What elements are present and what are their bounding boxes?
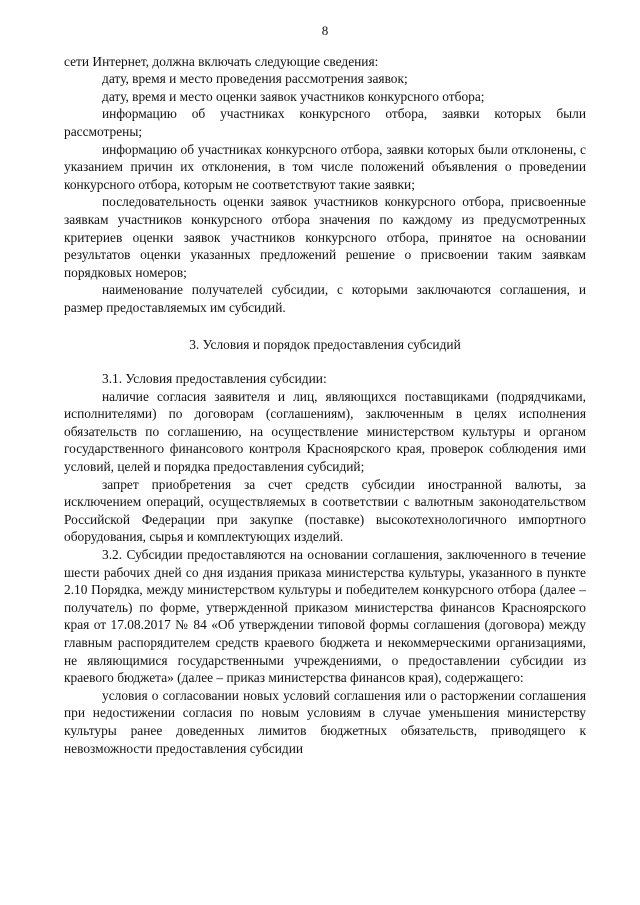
list-item-evaluation-sequence: последовательность оценки заявок участников конкурсного отбора, присвоенные заявкам участников конкурсного отбора значения по каждому из предусмотренных критериев оценки заявок участников конкурсного отбора, принятое на основании результатов оценки указанных предложений решение о присвоении таким заявкам порядковых номеров; xyxy=(64,194,586,280)
list-item-evaluation-date: дату, время и место оценки заявок участников конкурсного отбора; xyxy=(102,88,485,104)
document-page xyxy=(64,22,586,757)
clause-3-1-title: 3.1. Условия предоставления субсидии: xyxy=(102,371,327,387)
list-item-review-date: дату, время и место проведения рассмотрения заявок; xyxy=(102,71,408,87)
clause-3-1-consent: наличие согласия заявителя и лиц, являющихся поставщиками (подрядчиками, исполнителями) по договорам (соглашениям), заключенным в целях исполнения обязательств по соглашению, на осуществление министерством культуры и органом государственного финансового контроля Красноярского края, проверок соблюдения ими условий, целей и порядка предоставления субсидий; xyxy=(64,388,586,475)
clause-3-2-conditions: условия о согласовании новых условий соглашения или о расторжении соглашения при недостижении согласия по новым условиям в случае уменьшения министерству культуры ранее доведенных лимитов бюджетных обязательств, приводящего к невозможности предоставления субсидии xyxy=(64,687,586,756)
clause-3-1-currency-ban: запрет приобретения за счет средств субсидии иностранной валюты, за исключением операций, осуществляемых в соответствии с валютным законодательством Российской Федерации при закупке (поставке) высокотехнологичного импортного оборудования, сырья и комплектующих изделий. xyxy=(64,476,586,545)
list-item-recipients: наименование получателей субсидии, с которыми заключаются соглашения, и размер предоставляемых им субсидий. xyxy=(64,282,586,315)
list-item-rejected-participants: информацию об участниках конкурсного отбора, заявки которых были отклонены, с указанием причин их отклонения, в том числе положений объявления о проведении конкурсного отбора, которым не соответствуют такие заявки; xyxy=(64,141,586,192)
paragraph-continuation: сети Интернет, должна включать следующие сведения: xyxy=(64,53,379,69)
list-item-reviewed-participants: информацию об участниках конкурсного отбора, заявки которых были рассмотрены; xyxy=(64,106,586,139)
section-heading: 3. Условия и порядок предоставления субсидий xyxy=(189,336,461,352)
page-number: 8 xyxy=(321,23,329,38)
clause-3-2: 3.2. Субсидии предоставляются на основании соглашения, заключенного в течение шести рабочих дней со дня издания приказа министерства культуры, указанного в пункте 2.10 Порядка, между министерством культуры и победителем конкурсного отбора (далее – получатель) по форме, утвержденной приказом министерства финансов Красноярского края от 17.08.2017 № 84 «Об утверждении типовой формы соглашения (договора) между главным распорядителем средств краевого бюджета и некоммерческими организациями, не являющимися государственными учреждениями, о предоставлении субсидии из краевого бюджета» (далее – приказ министерства финансов края), содержащего: xyxy=(64,547,586,686)
